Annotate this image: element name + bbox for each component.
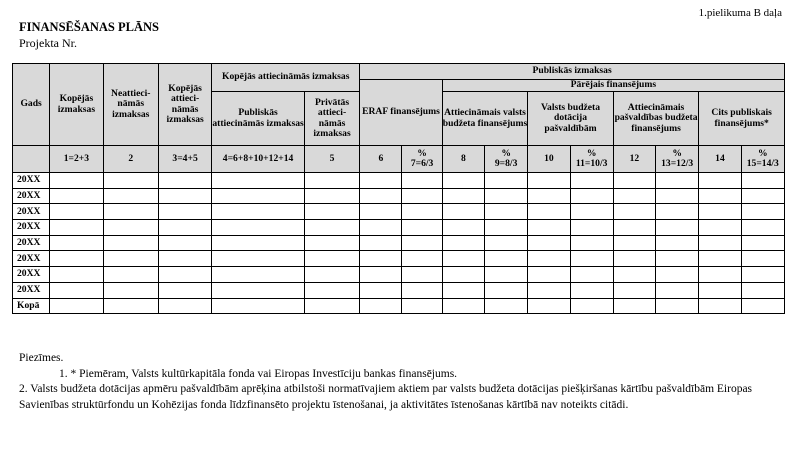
- table-cell: [402, 282, 442, 298]
- column-number-cell: 2: [103, 146, 158, 173]
- table-cell: [158, 235, 211, 251]
- column-number-cell: 12: [613, 146, 655, 173]
- table-cell: [402, 251, 442, 267]
- column-number-cell: % 13=12/3: [656, 146, 699, 173]
- table-cell: [158, 251, 211, 267]
- header-eraf: ERAF finansējums: [360, 80, 443, 146]
- table-cell: [528, 188, 570, 204]
- table-cell: [304, 298, 359, 314]
- column-number-cell: 5: [304, 146, 359, 173]
- table-cell: [528, 251, 570, 267]
- note-2: 2. Valsts budžeta dotācijas apmēru pašvaldībām aprēķina atbilstoši normatīvajiem aktiem par valsts budžeta dotācijas piešķiršanas kārtību pašvaldībām Eiropas Savienības struktūrfondu un Kohēzijas fonda līdzfinansēto projektu īstenošanai, ja aktivitātes īstenošanas kārtībā nav noteikts citādi.: [19, 383, 753, 411]
- table-cell: [50, 173, 103, 189]
- table-cell: [360, 251, 402, 267]
- header-gads: Gads: [13, 64, 50, 146]
- table-cell: [158, 220, 211, 236]
- table-cell: [528, 298, 570, 314]
- column-number-cell: 1=2+3: [50, 146, 103, 173]
- table-cell: [484, 235, 527, 251]
- table-cell: [103, 251, 158, 267]
- header-publiskas-attiecinamas: Publiskās attiecināmās izmaksas: [212, 92, 305, 146]
- table-cell: [570, 267, 613, 283]
- table-cell: [484, 282, 527, 298]
- header-kopejas-izmaksas: Kopējās izmaksas: [50, 64, 103, 146]
- table-cell: [360, 282, 402, 298]
- table-cell: [442, 251, 484, 267]
- table-cell: [103, 173, 158, 189]
- table-row: [13, 267, 785, 283]
- table-cell: [484, 251, 527, 267]
- table-cell: [158, 173, 211, 189]
- table-cell: [103, 204, 158, 220]
- table-cell: [699, 220, 741, 236]
- table-cell: [360, 267, 402, 283]
- table-cell: [528, 173, 570, 189]
- column-number-row: [13, 146, 785, 173]
- table-cell: [741, 220, 784, 236]
- table-cell: [528, 220, 570, 236]
- table-cell: [442, 298, 484, 314]
- row-year-label: Kopā: [13, 298, 50, 314]
- table-cell: [103, 298, 158, 314]
- table-cell: [212, 173, 305, 189]
- annex-label: 1.pielikuma B daļa: [698, 7, 782, 19]
- table-cell: [656, 251, 699, 267]
- table-cell: [402, 235, 442, 251]
- table-cell: [103, 267, 158, 283]
- table-cell: [442, 188, 484, 204]
- table-cell: [103, 188, 158, 204]
- table-cell: [158, 267, 211, 283]
- table-cell: [304, 173, 359, 189]
- table-cell: [613, 188, 655, 204]
- table-cell: [402, 220, 442, 236]
- table-cell: [484, 267, 527, 283]
- table-cell: [50, 282, 103, 298]
- table-cell: [103, 235, 158, 251]
- table-cell: [304, 204, 359, 220]
- table-cell: [442, 173, 484, 189]
- table-cell: [304, 188, 359, 204]
- header-kopejas-attiecinamas: Kopējās attieci-nāmās izmaksas: [158, 64, 211, 146]
- table-cell: [360, 298, 402, 314]
- table-cell: [656, 235, 699, 251]
- table-cell: [50, 267, 103, 283]
- row-year-label: 20XX: [13, 267, 50, 283]
- table-cell: [613, 235, 655, 251]
- row-year-label: 20XX: [13, 204, 50, 220]
- table-cell: [570, 282, 613, 298]
- table-cell: [528, 282, 570, 298]
- table-cell: [656, 282, 699, 298]
- header-neattiecinamas: Neattieci-nāmās izmaksas: [103, 64, 158, 146]
- table-row: [13, 235, 785, 251]
- table-row: [13, 188, 785, 204]
- table-cell: [613, 298, 655, 314]
- column-number-cell: 10: [528, 146, 570, 173]
- table-cell: [699, 188, 741, 204]
- header-valsts-budzeta: Attiecināmais valsts budžeta finansējums: [442, 92, 528, 146]
- table-cell: [570, 204, 613, 220]
- column-number-cell: 14: [699, 146, 741, 173]
- table-cell: [613, 173, 655, 189]
- row-year-label: 20XX: [13, 235, 50, 251]
- table-cell: [360, 173, 402, 189]
- table-cell: [699, 282, 741, 298]
- table-cell: [699, 235, 741, 251]
- table-cell: [50, 220, 103, 236]
- column-number-cell: % 9=8/3: [484, 146, 527, 173]
- row-year-label: 20XX: [13, 188, 50, 204]
- header-pasvaldibas: Attiecināmais pašvaldības budžeta finansējums: [613, 92, 699, 146]
- table-cell: [741, 204, 784, 220]
- table-cell: [304, 251, 359, 267]
- table-cell: [613, 220, 655, 236]
- table-cell: [304, 220, 359, 236]
- row-year-label: 20XX: [13, 282, 50, 298]
- table-cell: [442, 204, 484, 220]
- table-cell: [741, 251, 784, 267]
- table-cell: [570, 251, 613, 267]
- table-cell: [741, 298, 784, 314]
- table-cell: [613, 267, 655, 283]
- table-cell: [741, 188, 784, 204]
- table-cell: [570, 188, 613, 204]
- notes-heading: Piezīmes.: [19, 352, 64, 364]
- table-cell: [304, 282, 359, 298]
- financing-plan-table: [12, 63, 785, 314]
- table-cell: [484, 188, 527, 204]
- table-cell: [699, 251, 741, 267]
- note-1: 1. * Piemēram, Valsts kultūrkapitāla fonda vai Eiropas Investīciju bankas finansējums.: [59, 367, 458, 380]
- table-cell: [570, 298, 613, 314]
- notes-section: [19, 351, 779, 413]
- column-number-cell: 6: [360, 146, 402, 173]
- table-cell: [360, 235, 402, 251]
- table-cell: [50, 188, 103, 204]
- header-parejais: Pārējais finansējums: [442, 80, 784, 92]
- table-cell: [212, 188, 305, 204]
- table-cell: [402, 204, 442, 220]
- table-cell: [484, 204, 527, 220]
- table-cell: [528, 204, 570, 220]
- table-cell: [699, 298, 741, 314]
- table-cell: [360, 204, 402, 220]
- header-cits: Cits publiskais finansējums*: [699, 92, 785, 146]
- table-cell: [741, 173, 784, 189]
- table-cell: [741, 282, 784, 298]
- table-row: [13, 282, 785, 298]
- table-cell: [656, 220, 699, 236]
- header-kopejas-attiecinamas-group: Kopējās attiecināmās izmaksas: [212, 64, 360, 92]
- table-cell: [442, 220, 484, 236]
- table-cell: [656, 188, 699, 204]
- table-cell: [699, 173, 741, 189]
- table-cell: [570, 220, 613, 236]
- table-cell: [699, 204, 741, 220]
- row-year-label: 20XX: [13, 173, 50, 189]
- table-cell: [304, 267, 359, 283]
- table-row: [13, 204, 785, 220]
- column-number-cell: 3=4+5: [158, 146, 211, 173]
- table-cell: [442, 267, 484, 283]
- table-cell: [360, 220, 402, 236]
- table-row: [13, 173, 785, 189]
- table-cell: [158, 188, 211, 204]
- header-publiskas-izmaksas: Publiskās izmaksas: [360, 64, 785, 80]
- column-number-cell: 8: [442, 146, 484, 173]
- table-cell: [613, 282, 655, 298]
- table-cell: [50, 298, 103, 314]
- table-cell: [741, 267, 784, 283]
- header-privatas-attiecinamas: Privātās attieci-nāmās izmaksas: [304, 92, 359, 146]
- table-cell: [402, 298, 442, 314]
- table-cell: [656, 204, 699, 220]
- table-cell: [528, 235, 570, 251]
- table-cell: [212, 267, 305, 283]
- table-cell: [402, 267, 442, 283]
- table-row: [13, 298, 785, 314]
- table-cell: [741, 235, 784, 251]
- table-cell: [212, 282, 305, 298]
- table-cell: [360, 188, 402, 204]
- table-cell: [442, 282, 484, 298]
- table-cell: [212, 220, 305, 236]
- table-cell: [656, 173, 699, 189]
- table-cell: [212, 204, 305, 220]
- table-cell: [50, 251, 103, 267]
- table-cell: [528, 267, 570, 283]
- table-cell: [699, 267, 741, 283]
- table-cell: [613, 204, 655, 220]
- table-cell: [613, 251, 655, 267]
- table-cell: [442, 235, 484, 251]
- table-cell: [402, 173, 442, 189]
- table-cell: [212, 298, 305, 314]
- column-number-cell: % 11=10/3: [570, 146, 613, 173]
- table-cell: [212, 251, 305, 267]
- table-cell: [570, 235, 613, 251]
- table-cell: [50, 204, 103, 220]
- table-cell: [158, 298, 211, 314]
- table-cell: [656, 298, 699, 314]
- table-row: [13, 220, 785, 236]
- header-dotacija: Valsts budžeta dotācija pašvaldībām: [528, 92, 614, 146]
- table-cell: [656, 267, 699, 283]
- table-cell: [570, 173, 613, 189]
- table-cell: [158, 282, 211, 298]
- document-title: FINANSĒŠANAS PLĀNS: [19, 20, 159, 34]
- table-cell: [304, 235, 359, 251]
- table-cell: [402, 188, 442, 204]
- table-cell: [212, 235, 305, 251]
- table-cell: [158, 204, 211, 220]
- column-number-cell: % 7=6/3: [402, 146, 442, 173]
- table-cell: [484, 220, 527, 236]
- table-cell: [103, 282, 158, 298]
- column-number-cell: 4=6+8+10+12+14: [212, 146, 305, 173]
- table-cell: [484, 173, 527, 189]
- project-number-label: Projekta Nr.: [19, 36, 77, 50]
- table-cell: [484, 298, 527, 314]
- table-cell: [103, 220, 158, 236]
- column-number-cell: % 15=14/3: [741, 146, 784, 173]
- table-row: [13, 251, 785, 267]
- table-cell: [50, 235, 103, 251]
- column-number-cell: [13, 146, 50, 173]
- row-year-label: 20XX: [13, 220, 50, 236]
- row-year-label: 20XX: [13, 251, 50, 267]
